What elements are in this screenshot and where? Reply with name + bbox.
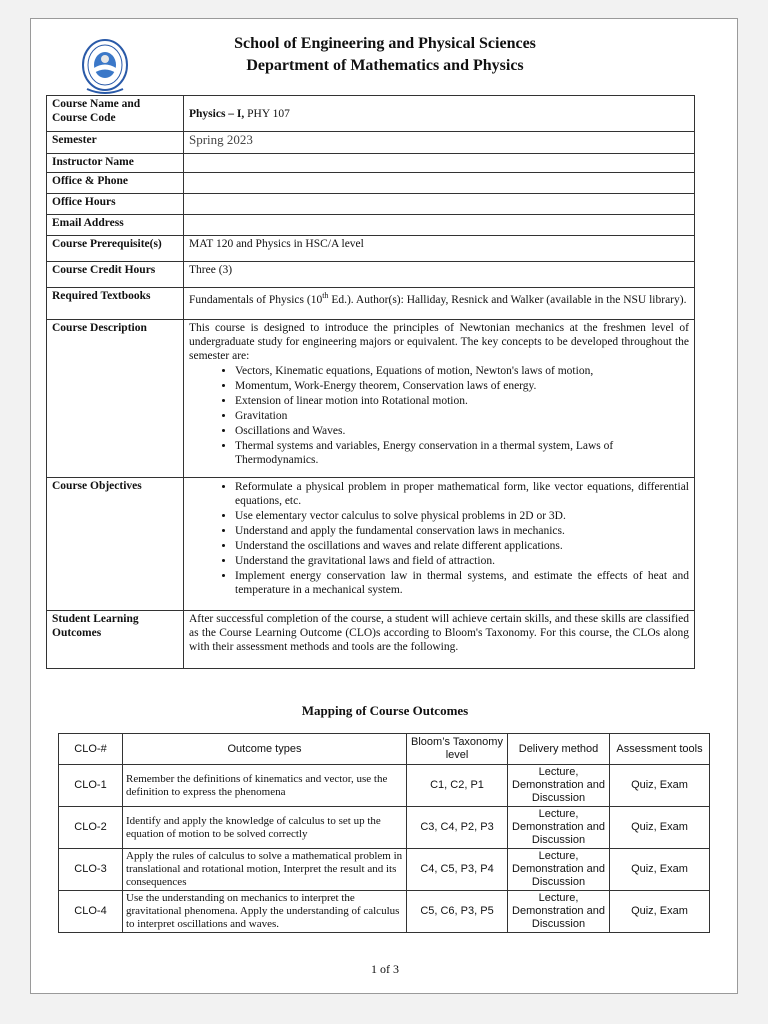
header-clo: CLO-# bbox=[59, 734, 123, 765]
office-hours-value bbox=[184, 194, 695, 215]
row-semester bbox=[47, 132, 695, 154]
clo-id: CLO-4 bbox=[59, 891, 123, 933]
credit-label: Course Credit Hours bbox=[47, 262, 184, 288]
list-item: • Understand and apply the fundamental conservation laws in mechanics. bbox=[235, 524, 689, 538]
document-page bbox=[30, 18, 738, 994]
row-description bbox=[47, 320, 695, 478]
clo-delivery: Lecture, Demonstration and Discussion bbox=[508, 807, 610, 849]
school-title: School of Engineering and Physical Sciences bbox=[234, 35, 536, 52]
textbooks-text: Fundamentals of Physics (10 bbox=[189, 293, 323, 306]
clo-id: CLO-2 bbox=[59, 807, 123, 849]
row-office-hours bbox=[47, 194, 695, 215]
email-value bbox=[184, 215, 695, 236]
clo-delivery: Lecture, Demonstration and Discussion bbox=[508, 765, 610, 807]
clo-outcome: Apply the rules of calculus to solve a mathematical problem in translational and rotational motion, Interpret the result and its consequences bbox=[123, 849, 407, 891]
list-item: • Extension of linear motion into Rotational motion. bbox=[235, 394, 689, 408]
header-delivery: Delivery method bbox=[508, 734, 610, 765]
objectives-label: Course Objectives bbox=[47, 478, 184, 611]
header-assessment: Assessment tools bbox=[610, 734, 710, 765]
clo-id: CLO-1 bbox=[59, 765, 123, 807]
list-item: • Implement energy conservation law in thermal systems, and estimate the effects of heat and temperature in a mechanical system. bbox=[235, 569, 689, 597]
list-item: • Reformulate a physical problem in proper mathematical form, like vector equations, differential equations, etc. bbox=[235, 480, 689, 508]
row-instructor bbox=[47, 154, 695, 173]
clo-outcome: Identify and apply the knowledge of calculus to set up the equation of motion to be solved correctly bbox=[123, 807, 407, 849]
clo-outcome: Remember the definitions of kinematics and vector, use the definition to express the phenomena bbox=[123, 765, 407, 807]
office-phone-value bbox=[184, 173, 695, 194]
list-item: • Vectors, Kinematic equations, Equations of motion, Newton's laws of motion, bbox=[235, 364, 689, 378]
semester-label: Semester bbox=[47, 132, 184, 154]
table-row bbox=[59, 849, 710, 891]
clo-bloom: C5, C6, P3, P5 bbox=[407, 891, 508, 933]
list-item: • Oscillations and Waves. bbox=[235, 424, 689, 438]
objectives-cell bbox=[184, 478, 695, 611]
office-hours-label: Office Hours bbox=[47, 194, 184, 215]
clo-assessment: Quiz, Exam bbox=[610, 765, 710, 807]
list-item: • Understand the oscillations and waves and relate different applications. bbox=[235, 539, 689, 553]
row-course-name bbox=[47, 96, 695, 132]
office-phone-label: Office & Phone bbox=[47, 173, 184, 194]
row-slo bbox=[47, 611, 695, 669]
slo-label: Student Learning Outcomes bbox=[47, 611, 184, 669]
list-item: • Understand the gravitational laws and field of attraction. bbox=[235, 554, 689, 568]
slo-text: After successful completion of the course, a student will achieve certain skills, and these skills are classified as the Course Learning Outcome (CLO)s according to Bloom's Taxonomy. For this course, the CLOs along with their assessment methods and tools are the following. bbox=[184, 611, 695, 669]
textbooks-text-rest: Ed.). Author(s): Halliday, Resnick and Walker (available in the NSU library). bbox=[328, 293, 687, 306]
clo-outcome: Use the understanding on mechanics to interpret the gravitational phenomena. Apply the understanding of calculus to interpret oscillations and waves. bbox=[123, 891, 407, 933]
clo-assessment: Quiz, Exam bbox=[610, 849, 710, 891]
table-row bbox=[59, 807, 710, 849]
description-list bbox=[189, 364, 689, 467]
course-name-cell bbox=[184, 96, 695, 132]
course-info-table bbox=[46, 95, 695, 669]
clo-assessment: Quiz, Exam bbox=[610, 891, 710, 933]
credit-value: Three (3) bbox=[184, 262, 695, 288]
header-bloom: Bloom’s Taxonomy level bbox=[407, 734, 508, 765]
department-title: Department of Mathematics and Physics bbox=[246, 57, 524, 74]
clo-bloom: C1, C2, P1 bbox=[407, 765, 508, 807]
textbooks-value bbox=[184, 288, 695, 320]
course-name: Physics – I, bbox=[189, 107, 245, 120]
email-label: Email Address bbox=[47, 215, 184, 236]
instructor-label: Instructor Name bbox=[47, 154, 184, 173]
textbooks-label: Required Textbooks bbox=[47, 288, 184, 320]
prereq-value: MAT 120 and Physics in HSC/A level bbox=[184, 236, 695, 262]
mapping-title: Mapping of Course Outcomes bbox=[301, 703, 469, 718]
instructor-value bbox=[184, 154, 695, 173]
row-objectives bbox=[47, 478, 695, 611]
prereq-label: Course Prerequisite(s) bbox=[47, 236, 184, 262]
list-item: • Momentum, Work-Energy theorem, Conservation laws of energy. bbox=[235, 379, 689, 393]
row-prereq bbox=[47, 236, 695, 262]
row-office-phone bbox=[47, 173, 695, 194]
clo-delivery: Lecture, Demonstration and Discussion bbox=[508, 891, 610, 933]
list-item: • Thermal systems and variables, Energy conservation in a thermal system, Laws of Thermodynamics. bbox=[235, 439, 689, 467]
list-item: • Use elementary vector calculus to solve physical problems in 2D or 3D. bbox=[235, 509, 689, 523]
row-email bbox=[47, 215, 695, 236]
description-cell bbox=[184, 320, 695, 478]
description-label: Course Description bbox=[47, 320, 184, 478]
table-row bbox=[59, 765, 710, 807]
row-textbooks bbox=[47, 288, 695, 320]
objectives-list bbox=[189, 480, 689, 597]
course-code: PHY 107 bbox=[247, 107, 290, 120]
semester-value: Spring 2023 bbox=[184, 132, 695, 154]
row-credit bbox=[47, 262, 695, 288]
table-row bbox=[59, 891, 710, 933]
clo-bloom: C3, C4, P2, P3 bbox=[407, 807, 508, 849]
textbooks-edition-sup: th bbox=[322, 291, 329, 300]
clo-id: CLO-3 bbox=[59, 849, 123, 891]
page-number: 1 of 3 bbox=[371, 962, 399, 976]
clo-bloom: C4, C5, P3, P4 bbox=[407, 849, 508, 891]
mapping-table bbox=[58, 733, 710, 933]
mapping-header-row bbox=[59, 734, 710, 765]
course-name-label: Course Name and Course Code bbox=[47, 96, 184, 132]
clo-delivery: Lecture, Demonstration and Discussion bbox=[508, 849, 610, 891]
header-outcome: Outcome types bbox=[123, 734, 407, 765]
list-item: • Gravitation bbox=[235, 409, 689, 423]
clo-assessment: Quiz, Exam bbox=[610, 807, 710, 849]
description-intro: This course is designed to introduce the principles of Newtonian mechanics at the freshmen level of undergraduate study for engineering majors or equivalent. The key concepts to be developed throughout the semester are: bbox=[189, 322, 689, 362]
